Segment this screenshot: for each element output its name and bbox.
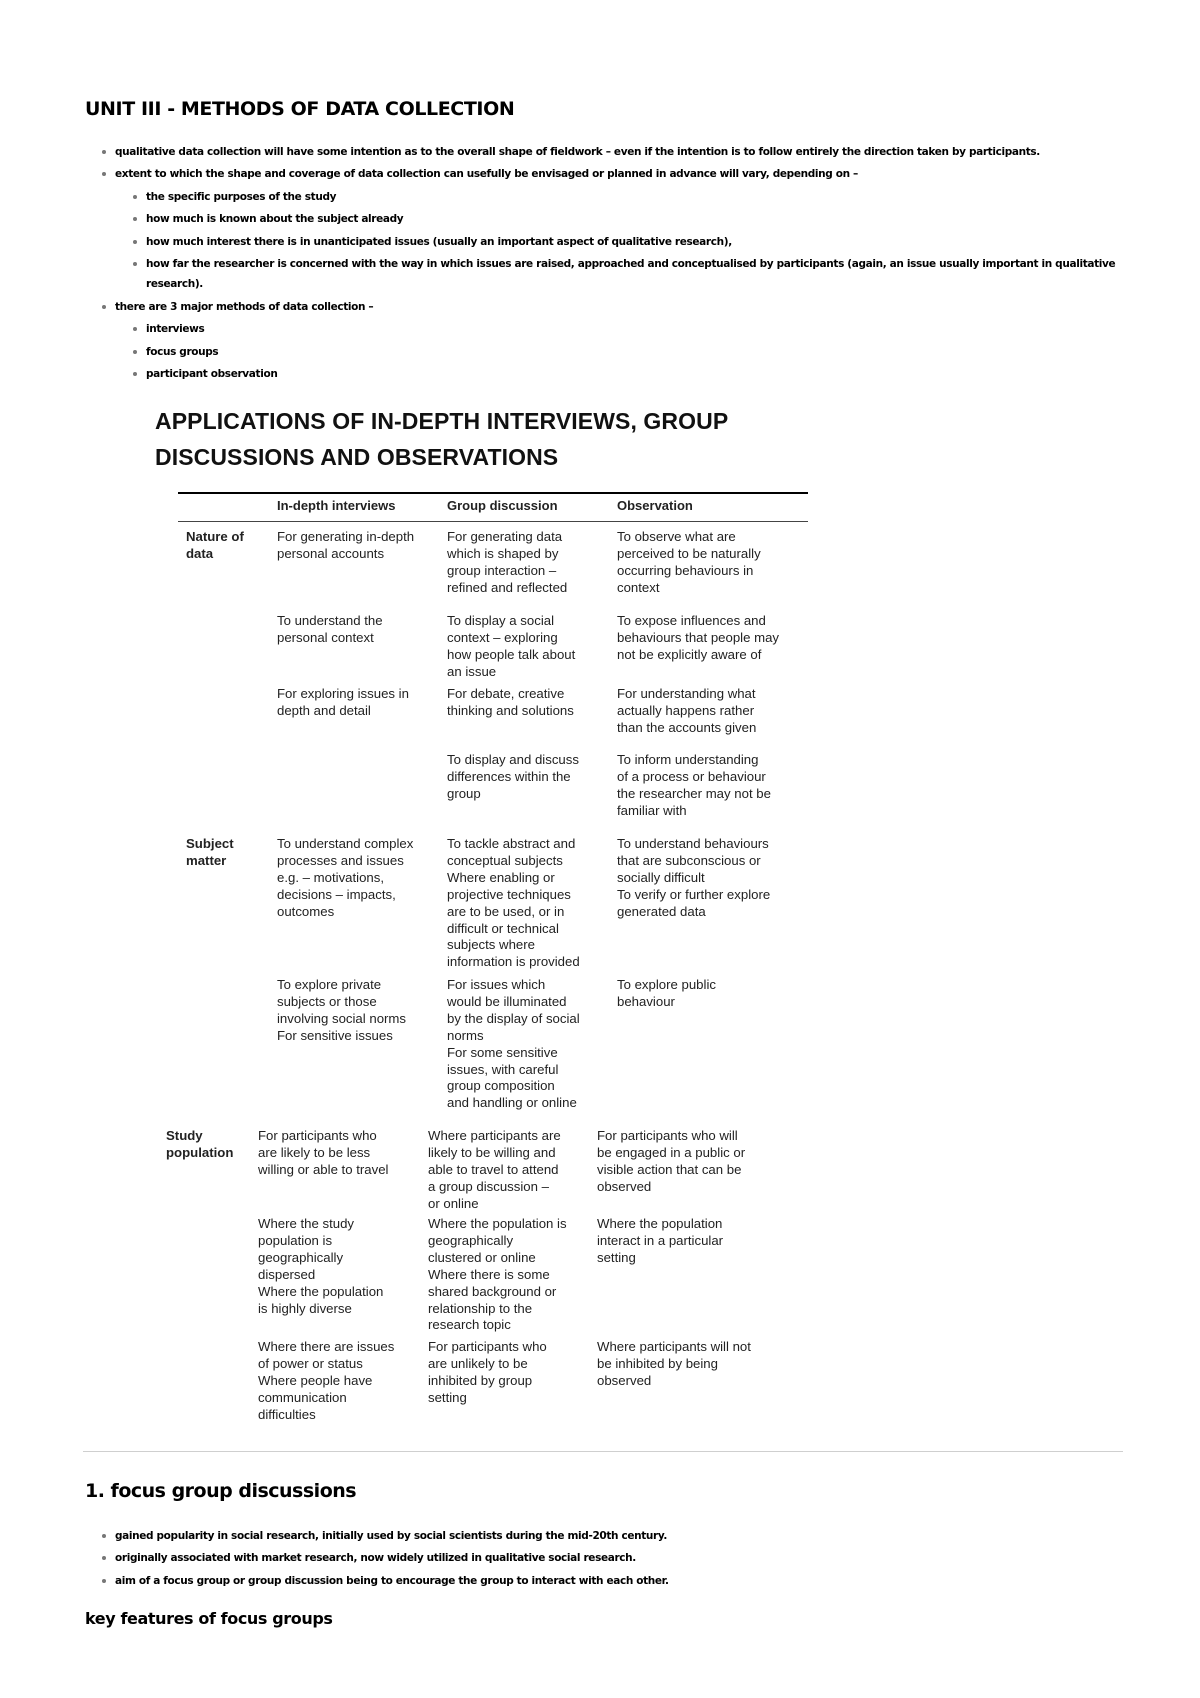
sub-bullet [146, 232, 732, 252]
bullet-text: participant observation [146, 368, 278, 380]
table-cell: To explore private subjects or those involving social norms For sensitive issues [277, 977, 406, 1043]
bullet-text: focus groups [146, 346, 219, 358]
bullet-text: gained popularity in social research, initially used by social scientists during the mid-20th century. [115, 1530, 668, 1542]
table-cell: To observe what are perceived to be naturally occurring behaviours in context [617, 529, 761, 595]
bullet-dot [133, 372, 137, 376]
table-cell: For participants who are unlikely to be inhibited by group setting [428, 1339, 547, 1405]
bullet-text: the specific purposes of the study [146, 191, 337, 203]
bullet-dot [102, 1556, 106, 1560]
bullet-dot [133, 195, 137, 199]
section-subheading: key features of focus groups [85, 1609, 333, 1628]
section-bullet [115, 1526, 667, 1546]
table-cell: For participants who are likely to be less willing or able to travel [258, 1128, 389, 1177]
intro-bullet [115, 142, 1040, 162]
sub-bullet [146, 319, 204, 339]
row-label-study-population: Study population [166, 1128, 234, 1160]
bullet-dot [102, 1534, 106, 1538]
table-cell: For generating data which is shaped by group interaction – refined and reflected [447, 529, 568, 595]
table-cell: To understand the personal context [277, 613, 383, 645]
bullet-dot [133, 350, 137, 354]
table-cell: To display and discuss differences within the group [447, 752, 579, 801]
figure-title: APPLICATIONS OF IN-DEPTH INTERVIEWS, GROUP DISCUSSIONS AND OBSERVATIONS [155, 408, 728, 470]
table-top-rule [178, 492, 808, 494]
bullet-dot [133, 240, 137, 244]
bullet-text: qualitative data collection will have some intention as to the overall shape of fieldwork – even if the intention is to follow entirely the direction taken by participants. [115, 146, 1040, 158]
bullet-text: how far the researcher is concerned with the way in which issues are raised, approached and conceptualised by participants (again, an issue usually important in qualitative research). [146, 258, 1116, 290]
table-cell: To understand behaviours that are subconscious or socially difficult To verify or further explore generated data [617, 836, 771, 919]
section-bullet [115, 1548, 636, 1568]
table-cell: Where the population is geographically clustered or online Where there is some shared background or relationship to the research topic [428, 1216, 567, 1333]
table-cell: For understanding what actually happens rather than the accounts given [617, 686, 757, 735]
sub-bullet [146, 364, 277, 384]
bullet-text: there are 3 major methods of data collection – [115, 301, 374, 313]
table-cell: To explore public behaviour [617, 977, 716, 1009]
sub-bullet [146, 187, 336, 207]
unit-title: UNIT III - METHODS OF DATA COLLECTION [85, 98, 515, 120]
bullet-text: originally associated with market research, now widely utilized in qualitative social research. [115, 1552, 636, 1564]
table-header-rule [178, 521, 808, 522]
table-cell: Where there are issues of power or status Where people have communication difficulties [258, 1339, 395, 1422]
table-cell: Where the population interact in a particular setting [597, 1216, 724, 1265]
bullet-dot [133, 217, 137, 221]
section-title: 1. focus group discussions [85, 1480, 357, 1502]
table-cell: To tackle abstract and conceptual subjects Where enabling or projective techniques are to be used, or in difficult or technical subjects where information is provided [447, 836, 580, 970]
intro-bullet [115, 164, 858, 184]
row-label-subject-matter: Subject matter [186, 836, 234, 868]
table-cell: Where participants will not be inhibited by being observed [597, 1339, 751, 1388]
bullet-text: how much is known about the subject already [146, 213, 404, 225]
column-header-indepth-interviews: In-depth interviews [277, 498, 396, 513]
bullet-text: how much interest there is in unanticipated issues (usually an important aspect of qualitative research), [146, 236, 732, 248]
table-cell: To understand complex processes and issues e.g. – motivations, decisions – impacts, outcomes [277, 836, 414, 919]
sub-bullet [146, 209, 403, 229]
bullet-text: interviews [146, 323, 205, 335]
bullet-dot [102, 172, 106, 176]
table-cell: For debate, creative thinking and solutions [447, 686, 574, 718]
table-cell: Where the study population is geographically dispersed Where the population is highly diverse [258, 1216, 384, 1316]
table-cell: To inform understanding of a process or behaviour the researcher may not be familiar with [617, 752, 771, 818]
table-cell: Where participants are likely to be willing and able to travel to attend a group discussion – or online [428, 1128, 561, 1211]
table-cell: For issues which would be illuminated by the display of social norms For some sensitive issues, with careful group composition and handling or online [447, 977, 580, 1111]
intro-bullet [115, 297, 373, 317]
table-cell: To display a social context – exploring how people talk about an issue [447, 613, 576, 679]
column-header-group-discussion: Group discussion [447, 498, 558, 513]
sub-bullet [146, 342, 218, 362]
bullet-dot [102, 305, 106, 309]
row-label-nature-of-data: Nature of data [186, 529, 244, 561]
table-cell: To expose influences and behaviours that people may not be explicitly aware of [617, 613, 780, 662]
bullet-dot [102, 150, 106, 154]
bullet-text: aim of a focus group or group discussion being to encourage the group to interact with each other. [115, 1575, 669, 1587]
column-header-observation: Observation [617, 498, 693, 513]
section-bullet [115, 1571, 669, 1591]
table-cell: For generating in-depth personal accounts [277, 529, 415, 561]
bullet-dot [133, 327, 137, 331]
section-divider [83, 1451, 1123, 1452]
bullet-dot [133, 262, 137, 266]
sub-bullet [146, 254, 1116, 294]
table-cell: For participants who will be engaged in a public or visible action that can be observed [597, 1128, 746, 1194]
bullet-text: extent to which the shape and coverage of data collection can usefully be envisaged or planned in advance will vary, depending on – [115, 168, 858, 180]
table-cell: For exploring issues in depth and detail [277, 686, 409, 718]
bullet-dot [102, 1579, 106, 1583]
